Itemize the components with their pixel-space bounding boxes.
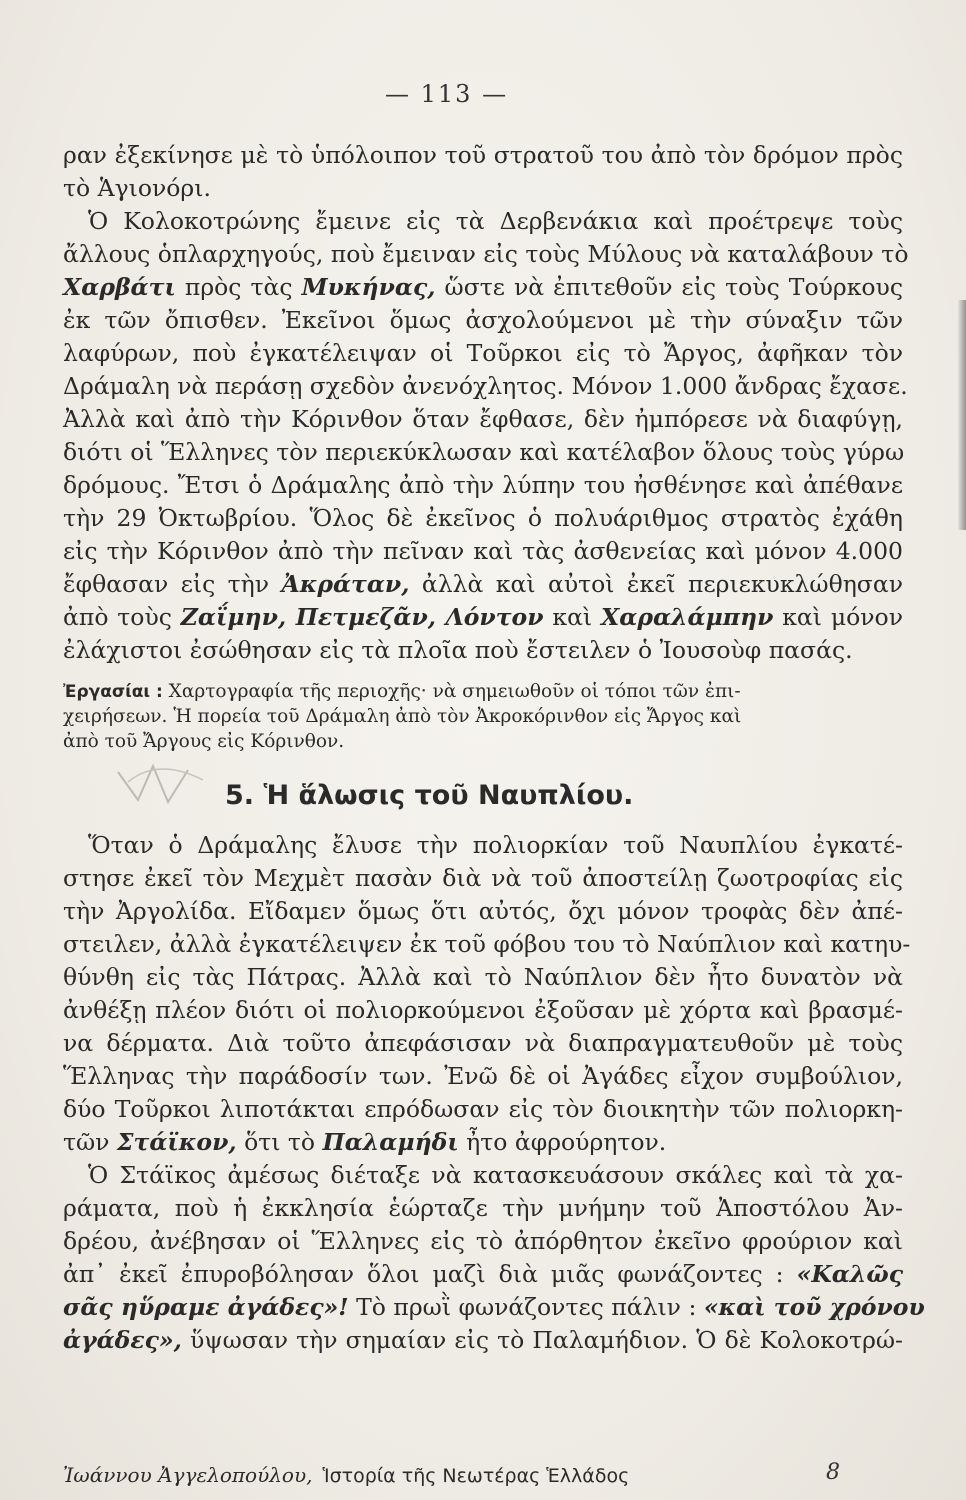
paragraph2-line3: Χαρβάτι πρὸς τὰς Μυκήνας, ὥστε νὰ ἐπιτεθοῦν εἰς τοὺς Τούρκους [63,273,903,301]
paragraph2-line14: ἐλάχιστοι ἐσώθησαν εἰς τὰ πλοῖα ποὺ ἔστειλεν ὁ Ἰουσοὺφ πασάς. [63,636,853,664]
paragraph2-line6: Δράμαλη νὰ περάσῃ σχεδὸν ἀνενόχλητος. Μόνον 1.000 ἄνδρας ἔχασε. [63,372,908,400]
names-leaders: Ζαΐμην, Πετμεζᾶν, Λόντον [180,603,544,631]
paragraph3-line10: τῶν Στάϊκον, ὅτι τὸ Παλαμήδι ἦτο ἀφρούρητον. [63,1128,667,1156]
place-charvati: Χαρβάτι [63,273,176,301]
paragraph2-line11: εἰς τὴν Κόρινθον ἀπὸ τὴν πεῖναν καὶ τὰς ἀσθενείας καὶ μόνον 4.000 [63,537,903,565]
place-akrata: Ἀκράταν, [281,570,410,598]
paragraph4-line3: δρέου, ἀνέβησαν οἱ Ἕλληνες εἰς τὸ ἀπόρθητον ἐκεῖνο φρούριον καὶ [63,1227,903,1255]
paragraph2-line12: ἔφθασαν εἰς τὴν Ἀκράταν, ἀλλὰ καὶ αὐτοὶ ἐκεῖ περιεκυκλώθησαν [63,570,903,598]
paragraph2-line7: Ἀλλὰ καὶ ἀπὸ τὴν Κόρινθον ὅταν ἔφθασε, δὲν ἠμπόρεσε νὰ διαφύγῃ, [63,405,903,433]
name-charalampis: Χαραλάμπην [601,603,774,631]
paragraph2-line10: τὴν 29 Ὀκτωβρίου. Ὅλος δὲ ἐκεῖνος ὁ πολυάριθμος στρατὸς ἐχάθη [63,504,903,532]
footer-title: Ἱστορία τῆς Νεωτέρας Ἑλλάδος [322,1465,630,1487]
paragraph3-line8: Ἕλληνας τὴν παράδοσίν των. Ἐνῶ δὲ οἱ Ἀγάδες εἶχον συμβούλιον, [63,1062,903,1090]
exercises-label: Ἐργασίαι : [63,682,163,702]
quote-agades: σᾶς ηὕραμε ἀγάδες»! [63,1293,349,1321]
paragraph3-line4: στειλεν, ἀλλὰ ἐγκατέλειψεν ἐκ τοῦ φόβου του τὸ Ναύπλιον καὶ κατηυ- [63,930,911,958]
paragraph2-line1: Ὁ Κολοκοτρώνης ἔμεινε εἰς τὰ Δερβενάκια καὶ προέτρεψε τοὺς [88,207,903,235]
exercises-line1: Ἐργασίαι : Χαρτογραφία τῆς περιοχῆς· νὰ σημειωθοῦν οἱ τόποι τῶν ἐπι- [63,681,741,702]
exercises-line3: ἀπὸ τοῦ Ἄργους εἰς Κόρινθον. [63,731,345,752]
name-staikos: Στάϊκον, [116,1128,237,1156]
paragraph3-line7: να δέρματα. Διὰ τοῦτο ἀπεφάσισαν νὰ διαπραγματευθοῦν μὲ τοὺς [63,1029,903,1057]
paragraph2-line2: ἄλλους ὁπλαρχηγούς, ποὺ ἔμειναν εἰς τοὺς Μύλους νὰ καταλάβουν τὸ [63,240,909,268]
quote-agades-end: ἀγάδες», [63,1326,182,1354]
paragraph4-line4: ἀπ᾿ ἐκεῖ ἐπυροβόλησαν ὅλοι μαζὶ διὰ μιᾶς φωνάζοντες : «Καλῶς [63,1260,903,1288]
paragraph4-line6: ἀγάδες», ὕψωσαν τὴν σημαίαν εἰς τὸ Παλαμήδιον. Ὁ δὲ Κολοκοτρώ- [63,1326,903,1354]
paragraph3-line2: στησε ἐκεῖ τὸν Μεχμὲτ πασὰν διὰ νὰ τοῦ ἀποστείλῃ ζωοτροφίας εἰς [63,864,903,892]
paragraph4-line2: ράματα, ποὺ ἡ ἐκκλησία ἑώρταζε τὴν μνήμην τοῦ Ἀποστόλου Ἀν- [63,1194,903,1222]
paragraph2-line9: δρόμους. Ἔτσι ὁ Δράμαλης ἀπὸ τὴν λύπην του ἠσθένησε καὶ ἀπέθανε [63,471,903,499]
place-palamidi: Παλαμήδι [322,1128,459,1156]
paragraph4-line5: σᾶς ηὕραμε ἀγάδες»! Τὸ πρωῒ φωνάζοντες πάλιν : «καὶ τοῦ χρόνου [63,1293,925,1321]
exercises-line2: χειρήσεων. Ἡ πορεία τοῦ Δράμαλη ἀπὸ τὸν Ἀκροκόρινθον εἰς Ἄργος καὶ [63,706,742,727]
page-binding-edge [958,300,966,530]
paragraph2-line13: ἀπὸ τοὺς Ζαΐμην, Πετμεζᾶν, Λόντον καὶ Χαραλάμπην καὶ μόνον [63,603,903,631]
paragraph3-line1: Ὅταν ὁ Δράμαλης ἔλυσε τὴν πολιορκίαν τοῦ Ναυπλίου ἐγκατέ- [88,831,903,859]
page-footer [63,1462,843,1489]
paragraph3-line5: θύνθη εἰς τὰς Πάτρας. Ἀλλὰ καὶ τὸ Ναύπλιον δὲν ἦτο δυνατὸν νὰ [63,963,903,991]
paragraph3-line9: δύο Τοῦρκοι λιποτάκται επρόδωσαν εἰς τὸν διοικητὴν τῶν πολιορκη- [63,1095,903,1123]
paragraph3-line6: ἀνθέξῃ πλέον διότι οἱ πολιορκούμενοι ἐξοῦσαν μὲ χόρτα καὶ βρασμέ- [63,996,903,1024]
paragraph1-line1: ραν ἐξεκίνησε μὲ τὸ ὑπόλοιπον τοῦ στρατοῦ του ἀπὸ τὸν δρόμον πρὸς [63,141,903,169]
faded-stamp-mark [108,752,228,812]
quote-kalos: «Καλῶς [796,1260,903,1288]
paragraph4-line1: Ὁ Στάϊκος ἀμέσως διέταξε νὰ κατασκευάσουν σκάλες καὶ τὰ χα- [88,1161,903,1189]
footer-author: Ἰωάννου Ἀγγελοπούλου, [63,1463,313,1487]
page-number: — 113 — [385,80,509,108]
paragraph1-line2: τὸ Ἁγιονόρι. [63,174,211,202]
signature-mark: 8 [826,1460,840,1485]
place-mykines: Μυκήνας, [301,273,436,301]
quote-tou-chronou: «καὶ τοῦ χρόνου [703,1293,925,1321]
section-heading: 5. Ἡ ἅλωσις τοῦ Ναυπλίου. [225,780,634,811]
paragraph2-line5: λαφύρων, ποὺ ἐγκατέλειψαν οἱ Τοῦρκοι εἰς τὸ Ἄργος, ἀφῆκαν τὸν [63,339,903,367]
paragraph2-line8: διότι οἱ Ἕλληνες τὸν περιεκύκλωσαν καὶ κατέλαβον ὅλους τοὺς γύρω [63,438,905,466]
paragraph3-line3: τὴν Ἀργολίδα. Εἴδαμεν ὅμως ὅτι αὐτός, ὄχι μόνον τροφὰς δὲν ἀπέ- [63,897,903,925]
paragraph2-line4: ἐκ τῶν ὄπισθεν. Ἐκεῖνοι ὅμως ἀσχολούμενοι μὲ τὴν σύναξιν τῶν [63,306,903,334]
